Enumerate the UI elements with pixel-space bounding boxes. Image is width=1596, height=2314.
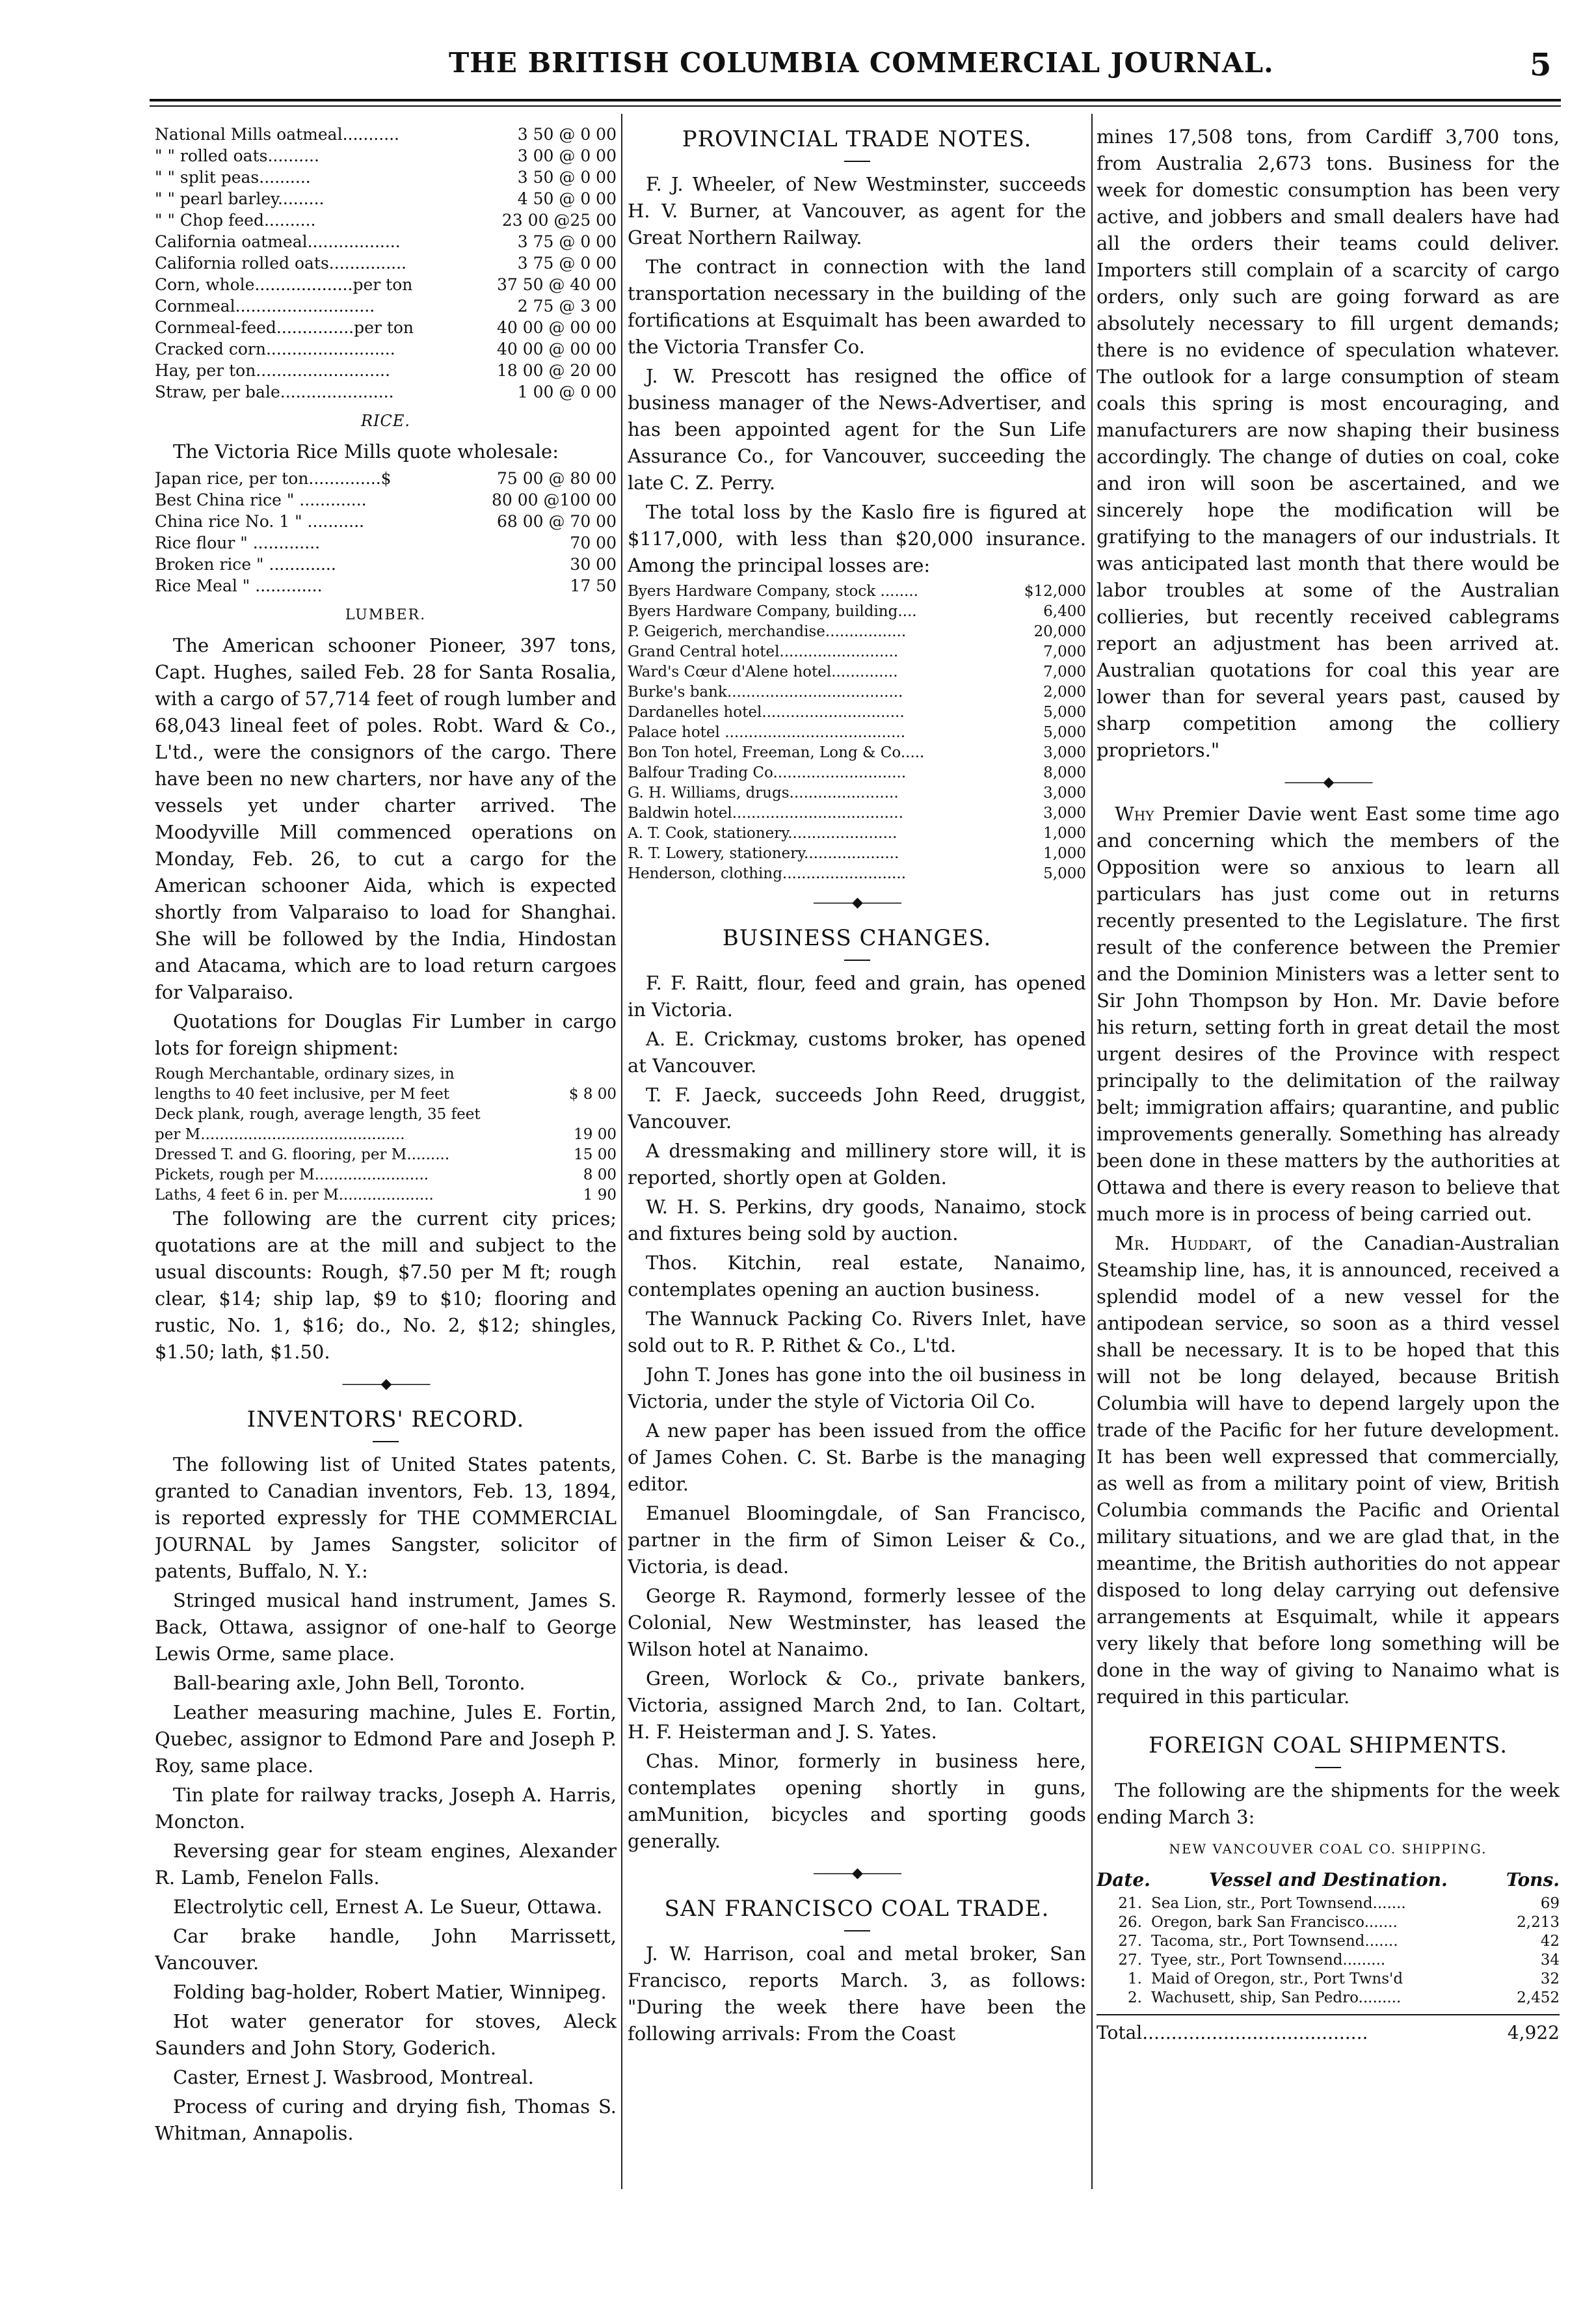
row-label: Rice Meal " ............. bbox=[155, 576, 323, 595]
lumber-price-table bbox=[155, 1064, 617, 1205]
row-label: Dardanelles hotel.............................. bbox=[628, 704, 905, 721]
page-number: 5 bbox=[1530, 47, 1552, 83]
row-value: 19 00 bbox=[574, 1126, 617, 1143]
patent-entry: Tin plate for railway tracks, Joseph A. Harris, Moncton. bbox=[155, 1784, 617, 1833]
shipments-list bbox=[1097, 1894, 1560, 2008]
price-row bbox=[155, 489, 617, 511]
shipment-vessel: Tyee, str., Port Townsend......... bbox=[1151, 1952, 1386, 1969]
row-value: 2 75 @ 3 00 bbox=[517, 297, 617, 316]
news-item: A dressmaking and millinery store will, it is reported, shortly open at Golden. bbox=[628, 1140, 1086, 1189]
row-value: 18 00 @ 20 00 bbox=[496, 361, 617, 380]
news-item: A. E. Crickmay, customs broker, has opened at Vancouver. bbox=[628, 1028, 1086, 1077]
row-label: Deck plank, rough, average length, 35 feet bbox=[155, 1106, 481, 1123]
loss-row bbox=[628, 642, 1086, 662]
price-row bbox=[155, 532, 617, 554]
shipment-date: 27. bbox=[1118, 1933, 1142, 1950]
rice-subhead: RICE. bbox=[360, 412, 411, 430]
shipment-tons: 42 bbox=[1540, 1933, 1560, 1950]
shipment-tons: 34 bbox=[1540, 1952, 1560, 1969]
price-row bbox=[155, 1185, 617, 1205]
row-value: 3,000 bbox=[1043, 785, 1086, 801]
price-row bbox=[155, 274, 617, 295]
row-label: Broken rice " ............. bbox=[155, 555, 336, 574]
row-value: 23 00 @25 00 bbox=[501, 211, 617, 230]
lumber-quotations-intro: Quotations for Douglas Fir Lumber in cargo lots for foreign shipment: bbox=[155, 1010, 617, 1059]
row-value: 1 90 bbox=[583, 1187, 617, 1204]
total-label: Total....................................... bbox=[1097, 2022, 1368, 2043]
row-label: Pickets, rough per M........................ bbox=[155, 1166, 429, 1183]
shipment-row bbox=[1097, 1913, 1560, 1932]
patent-entry: Stringed musical hand instrument, James S. Back, Ottawa, assignor of one-half to George Lewis Orme, same place. bbox=[155, 1589, 617, 1665]
inventors-heading: INVENTORS' RECORD. bbox=[246, 1406, 525, 1433]
news-item: The contract in connection with the land transportation necessary in the building of the fortifications at Esquimalt has been awarded to the Victoria Transfer Co. bbox=[628, 256, 1086, 358]
loss-row bbox=[628, 743, 1086, 763]
provincial-heading: PROVINCIAL TRADE NOTES. bbox=[682, 126, 1032, 152]
row-label: Rice flour " ............. bbox=[155, 533, 321, 552]
section-ornament: ———◆——— bbox=[813, 895, 901, 911]
row-value: 3 75 @ 0 00 bbox=[517, 232, 617, 251]
price-row bbox=[155, 295, 617, 317]
price-row bbox=[155, 1125, 617, 1145]
row-value: 17 50 bbox=[570, 576, 617, 595]
row-label: Ward's Cœur d'Alene hotel.............. bbox=[628, 664, 898, 680]
price-row bbox=[155, 188, 617, 209]
news-item: George R. Raymond, formerly lessee of the Colonial, New Westminster, has leased the Wilson hotel at Nanaimo. bbox=[628, 1585, 1086, 1660]
lumber-paragraph: The American schooner Pioneer, 397 tons, Capt. Hughes, sailed Feb. 28 for Santa Rosalia, with a cargo of 57,714 feet of rough lumber and 68,043 lineal feet of poles. Robt. Ward & Co., L'td., were the consignors of the cargo. There have been no new charters, nor have any of the vessels yet under charter arrived. The Moodyville Mill commenced operations on Monday, Feb. 26, to cut a cargo for the American schooner Aida, which is expected shortly from Valparaiso to load for Shanghai. She will be followed by the India, Hindostan and Atacama, which are to load return cargoes for Valparaiso. bbox=[155, 634, 617, 1003]
price-row bbox=[155, 381, 617, 403]
shipment-row bbox=[1097, 1989, 1560, 2008]
news-item: The total loss by the Kaslo fire is figured at $117,000, with less than $20,000 insurance. Among the principal losses are: bbox=[628, 501, 1086, 576]
loss-row bbox=[628, 703, 1086, 723]
shipment-row bbox=[1097, 1951, 1560, 1970]
patent-entry: Hot water generator for stoves, Aleck Saunders and John Story, Goderich. bbox=[155, 2010, 617, 2059]
row-value: 3,000 bbox=[1043, 805, 1086, 822]
patent-entry: Electrolytic cell, Ernest A. Le Sueur, Ottawa. bbox=[173, 1896, 603, 1918]
news-item: Green, Worlock & Co., private bankers, Victoria, assigned March 2nd, to Ian. Coltart, H. F. Heisterman and J. S. Yates. bbox=[628, 1667, 1086, 1743]
price-row bbox=[155, 124, 617, 145]
row-label: per M........................................... bbox=[155, 1126, 405, 1143]
patents-list bbox=[155, 1587, 617, 2147]
news-item: A new paper has been issued from the office of James Cohen. C. St. Barbe is the managing editor. bbox=[628, 1419, 1086, 1495]
heading-dash bbox=[844, 1930, 870, 1931]
lumber-subhead: LUMBER. bbox=[345, 607, 427, 623]
news-item: John T. Jones has gone into the oil business in Victoria, under the style of Victoria Oil Co. bbox=[628, 1364, 1086, 1412]
row-label: Baldwin hotel.................................... bbox=[628, 805, 903, 822]
loss-row bbox=[628, 824, 1086, 844]
kaslo-losses-table bbox=[628, 582, 1086, 884]
news-item: Chas. Minor, formerly in business here, contemplates opening shortly in guns, amMunition, bicycles and sporting goods generally. bbox=[628, 1750, 1086, 1852]
oatmeal-price-table bbox=[155, 124, 617, 403]
row-value: 1 00 @ 0 00 bbox=[517, 383, 617, 401]
column-divider bbox=[621, 114, 622, 2189]
patent-entry: Folding bag-holder, Robert Matier, Winnipeg. bbox=[173, 1981, 607, 2003]
loss-row bbox=[628, 803, 1086, 824]
shipment-vessel: Wachusett, ship, San Pedro......... bbox=[1151, 1989, 1402, 2006]
header-rule-thin bbox=[150, 105, 1561, 107]
shipment-tons: 32 bbox=[1540, 1971, 1560, 1987]
column-divider bbox=[1091, 114, 1093, 2189]
row-label: National Mills oatmeal........... bbox=[155, 125, 400, 144]
patent-entry: Leather measuring machine, Jules E. Fortin, Quebec, assignor to Edmond Pare and Joseph P. Roy, same place. bbox=[155, 1701, 617, 1777]
shipment-row bbox=[1097, 1894, 1560, 1913]
row-value: 80 00 @100 00 bbox=[492, 491, 617, 509]
news-item: W. H. S. Perkins, dry goods, Nanaimo, stock and fixtures being sold by auction. bbox=[628, 1196, 1086, 1244]
business-heading: BUSINESS CHANGES. bbox=[722, 925, 992, 951]
price-row bbox=[155, 554, 617, 575]
row-value: 3 75 @ 0 00 bbox=[517, 254, 617, 273]
row-label: Dressed T. and G. flooring, per M......... bbox=[155, 1146, 450, 1163]
huddart-paragraph bbox=[1097, 1230, 1560, 1710]
row-label: Byers Hardware Company, building.... bbox=[628, 603, 917, 620]
price-row bbox=[155, 145, 617, 167]
row-value: 5,000 bbox=[1043, 704, 1086, 721]
price-row bbox=[155, 167, 617, 188]
row-label: Best China rice " ............. bbox=[155, 491, 367, 509]
patent-entry: Ball-bearing axle, John Bell, Toronto. bbox=[173, 1672, 525, 1694]
journal-title: THE BRITISH COLUMBIA COMMERCIAL JOURNAL. bbox=[449, 47, 1274, 79]
provincial-notes-list bbox=[628, 171, 1086, 579]
row-label: Henderson, clothing.......................... bbox=[628, 865, 907, 882]
rice-intro: The Victoria Rice Mills quote wholesale: bbox=[173, 440, 559, 463]
shipment-vessel: Maid of Oregon, str., Port Twns'd bbox=[1151, 1971, 1403, 1987]
foreign-coal-heading: FOREIGN COAL SHIPMENTS. bbox=[1148, 1732, 1508, 1758]
shipments-total bbox=[1097, 2014, 1560, 2046]
price-row bbox=[155, 338, 617, 360]
shipment-tons: 2,213 bbox=[1517, 1914, 1560, 1931]
row-value: 4 50 @ 0 00 bbox=[517, 189, 617, 208]
row-value: 75 00 @ 80 00 bbox=[496, 469, 617, 488]
row-value: 8,000 bbox=[1043, 764, 1086, 781]
row-label: Burke's bank..................................... bbox=[628, 684, 903, 701]
row-value: 6,400 bbox=[1043, 603, 1086, 620]
row-label: P. Geigerich, merchandise................. bbox=[628, 623, 907, 640]
row-label: Bon Ton hotel, Freeman, Long & Co..... bbox=[628, 744, 925, 761]
news-item: F. F. Raitt, flour, feed and grain, has opened in Victoria. bbox=[628, 972, 1086, 1021]
business-changes-list bbox=[628, 970, 1086, 1855]
row-value: 5,000 bbox=[1043, 724, 1086, 741]
row-label: Grand Central hotel......................... bbox=[628, 643, 899, 660]
row-value: $12,000 bbox=[1024, 583, 1086, 600]
row-label: California rolled oats............... bbox=[155, 254, 406, 273]
loss-row bbox=[628, 662, 1086, 682]
news-item: T. F. Jaeck, succeeds John Reed, druggist, Vancouver. bbox=[628, 1084, 1086, 1133]
row-value: 20,000 bbox=[1033, 623, 1086, 640]
shipping-subhead: NEW VANCOUVER COAL CO. SHIPPING. bbox=[1169, 1841, 1487, 1857]
shipment-date: 27. bbox=[1118, 1952, 1142, 1969]
news-item: Thos. Kitchin, real estate, Nanaimo, contemplates opening an auction business. bbox=[628, 1252, 1086, 1300]
row-label: R. T. Lowery, stationery.................... bbox=[628, 845, 899, 862]
row-value: 1,000 bbox=[1043, 825, 1086, 842]
loss-row bbox=[628, 844, 1086, 864]
row-label: Balfour Trading Co............................ bbox=[628, 764, 907, 781]
sf-coal-heading: SAN FRANCISCO COAL TRADE. bbox=[664, 1896, 1050, 1922]
date-column-header: Date. bbox=[1097, 1869, 1150, 1890]
loss-row bbox=[628, 682, 1086, 703]
loss-row bbox=[628, 622, 1086, 642]
shipment-date: 1. bbox=[1128, 1971, 1142, 1987]
row-label: China rice No. 1 " ........... bbox=[155, 512, 364, 531]
shipments-header bbox=[1097, 1866, 1560, 1893]
sf-coal-continuation: mines 17,508 tons, from Cardiff 3,700 tons, from Australia 2,673 tons. Business for the week for domestic consumption has been very active, and jobbers and small dealers have had all the orders their teams could deliver. Importers still complain of a scarcity of cargo orders, only such are going forward as are absolutely necessary to fill urgent demands; there is no evidence of speculation whatever. The outlook for a large consumption of steam coals this spring is most encouraging, and manufacturers are now shaping their business accordingly. The change of duties on coal, coke and iron will soon be ascertained, and we sincerely hope the modification will be gratifying to the managers of our industrials. It was anticipated last month that there would be labor troubles at some of the Australian collieries, but recently received cablegrams report an adjustment has been arrived at. Australian quotations for coal this year are lower than for several years past, caused by sharp competition among the colliery proprietors." bbox=[1097, 126, 1560, 761]
row-label: " " rolled oats.......... bbox=[155, 146, 319, 165]
row-label: Hay, per ton.......................... bbox=[155, 361, 390, 380]
row-label: Straw, per bale...................... bbox=[155, 383, 394, 401]
loss-row bbox=[628, 582, 1086, 602]
row-label: Rough Merchantable, ordinary sizes, in bbox=[155, 1066, 455, 1083]
price-row bbox=[155, 575, 617, 597]
column-one bbox=[155, 124, 617, 2270]
row-value: 3,000 bbox=[1043, 744, 1086, 761]
shipment-date: 2. bbox=[1128, 1989, 1142, 2006]
price-row bbox=[155, 1084, 617, 1105]
row-label: Corn, whole...................per ton bbox=[155, 275, 413, 294]
row-label: Cornmeal-feed...............per ton bbox=[155, 318, 414, 337]
row-value: $ 8 00 bbox=[568, 1086, 617, 1103]
loss-row bbox=[628, 602, 1086, 622]
heading-dash bbox=[844, 960, 870, 961]
row-value: 30 00 bbox=[570, 555, 617, 574]
total-value: 4,922 bbox=[1507, 2022, 1560, 2043]
row-value: 3 50 @ 0 00 bbox=[517, 168, 617, 187]
row-label: California oatmeal.................. bbox=[155, 232, 401, 251]
shipment-date: 21. bbox=[1118, 1895, 1142, 1912]
section-ornament: ———◆——— bbox=[341, 1376, 430, 1392]
shipment-tons: 2,452 bbox=[1517, 1989, 1560, 2006]
news-item: J. W. Prescott has resigned the office of business manager of the News-Advertiser, and has been appointed agent for the Sun Life Assurance Co., for Vancouver, succeeding the late C. Z. Perry. bbox=[628, 365, 1086, 494]
price-row bbox=[155, 1064, 617, 1084]
rice-price-table bbox=[155, 468, 617, 597]
price-row bbox=[155, 1145, 617, 1165]
vessel-column-header: Vessel and Destination. bbox=[1208, 1869, 1448, 1890]
price-row bbox=[155, 209, 617, 231]
patent-entry: Reversing gear for steam engines, Alexander R. Lamb, Fenelon Falls. bbox=[155, 1840, 617, 1889]
row-label: " " pearl barley......... bbox=[155, 189, 325, 208]
loss-row bbox=[628, 763, 1086, 783]
row-value: 40 00 @ 00 00 bbox=[496, 340, 617, 358]
row-label: G. H. Williams, drugs....................... bbox=[628, 785, 899, 801]
price-row bbox=[155, 468, 617, 489]
patent-entry: Caster, Ernest J. Wasbrood, Montreal. bbox=[173, 2066, 534, 2088]
shipment-vessel: Sea Lion, str., Port Townsend....... bbox=[1151, 1895, 1406, 1912]
row-value: 68 00 @ 70 00 bbox=[496, 512, 617, 531]
row-value bbox=[552, 1064, 617, 1084]
paragraph-lead: Mr. Huddart, bbox=[1115, 1232, 1253, 1254]
price-row bbox=[155, 317, 617, 338]
row-label: Cornmeal........................... bbox=[155, 297, 375, 316]
heading-dash bbox=[1315, 1767, 1341, 1768]
row-value: 15 00 bbox=[574, 1146, 617, 1163]
header-rule bbox=[150, 99, 1561, 101]
patent-entry: Process of curing and drying fish, Thomas S. Whitman, Annapolis. bbox=[155, 2095, 617, 2144]
row-label: " " split peas.......... bbox=[155, 168, 311, 187]
price-row bbox=[155, 511, 617, 532]
paragraph-body: Premier Davie went East some time ago and concerning which the members of the Opposition were so anxious to learn all particulars has just come out in returns recently presented to the Legislature. The first result of the conference between the Premier and the Dominion Ministers was a letter sent to Sir John Thompson by Hon. Mr. Davie before his return, setting forth in great detail the most urgent desires of the Province with respect principally to the delimitation of the railway belt; immigration affairs; quarantine, and public improvements generally. Something has already been done in these matters by the authorities at Ottawa and there is every reason to believe that much more is in process of being carried out. bbox=[1097, 803, 1560, 1225]
section-ornament: ———◆——— bbox=[813, 1865, 901, 1881]
city-prices-paragraph: The following are the current city prices; quotations are at the mill and subject to the usual discounts: Rough, $7.50 per M ft; rough clear, $14; ship lap, $9 to $10; flooring and rustic, No. 1, $16; do., No. 2, $12; shingles, $1.50; lath, $1.50. bbox=[155, 1207, 617, 1363]
row-value: 3 50 @ 0 00 bbox=[517, 125, 617, 144]
row-value: 37 50 @ 40 00 bbox=[496, 275, 617, 294]
row-label: Japan rice, per ton..............$ bbox=[155, 469, 392, 488]
news-item: Emanuel Bloomingdale, of San Francisco, partner in the firm of Simon Leiser & Co., Victoria, is dead. bbox=[628, 1502, 1086, 1578]
row-value: 2,000 bbox=[1043, 684, 1086, 701]
paragraph-body: of the Canadian-Australian Steamship line, has, it is announced, received a splendid model of a new vessel for the antipodean service, so soon as a third vessel shall be necessary. It is to be hoped that this will not be long delayed, because British Columbia will have to depend largely upon the trade of the Pacific for her future development. It has been well expressed that commercially, as well as from a military point of view, British Columbia commands the Pacific and Oriental military situations, and we are glad that, in the meantime, the British authorities do not appear disposed to long delay carrying out defensive arrangements at Esquimalt, while it appears very likely that before long something will be done in the way of giving to Nanaimo what is required in this particular. bbox=[1097, 1232, 1560, 1708]
sf-coal-paragraph: J. W. Harrison, coal and metal broker, San Francisco, reports March. 3, as follows: "During the week there have been the following arrivals: From the Coast bbox=[628, 1943, 1086, 2045]
row-label: lengths to 40 feet inclusive, per M feet bbox=[155, 1086, 450, 1103]
price-row bbox=[155, 1165, 617, 1185]
shipment-row bbox=[1097, 1932, 1560, 1951]
patent-entry: Car brake handle, John Marrissett, Vancouver. bbox=[155, 1925, 617, 1974]
heading-dash bbox=[373, 1441, 399, 1442]
foreign-coal-intro: The following are the shipments for the week ending March 3: bbox=[1097, 1779, 1560, 1828]
row-value: 3 00 @ 0 00 bbox=[517, 146, 617, 165]
shipment-date: 26. bbox=[1118, 1914, 1142, 1931]
row-value: 40 00 @ 00 00 bbox=[496, 318, 617, 337]
row-label: Palace hotel ...................................... bbox=[628, 724, 906, 741]
premier-davie-paragraph bbox=[1097, 801, 1560, 1228]
shipment-row bbox=[1097, 1970, 1560, 1989]
row-label: A. T. Cook, stationery....................... bbox=[628, 825, 898, 842]
news-item: F. J. Wheeler, of New Westminster, succeeds H. V. Burner, at Vancouver, as agent for the Great Northern Railway. bbox=[628, 173, 1086, 249]
loss-row bbox=[628, 783, 1086, 803]
price-row bbox=[155, 231, 617, 252]
news-item: The Wannuck Packing Co. Rivers Inlet, have sold out to R. P. Rithet & Co., L'td. bbox=[628, 1308, 1086, 1356]
row-value: 5,000 bbox=[1043, 865, 1086, 882]
row-label: Laths, 4 feet 6 in. per M.................... bbox=[155, 1187, 434, 1204]
inventors-intro: The following list of United States patents, granted to Canadian inventors, Feb. 13, 1894, is reported expressly for THE COMMERCIAL JOURNAL by James Sangster, solicitor of patents, Buffalo, N. Y.: bbox=[155, 1453, 617, 1582]
column-two bbox=[628, 124, 1086, 2270]
shipment-vessel: Oregon, bark San Francisco....... bbox=[1151, 1914, 1398, 1931]
row-label: Byers Hardware Company, stock ........ bbox=[628, 583, 918, 600]
price-row bbox=[155, 360, 617, 381]
row-label: Cracked corn......................... bbox=[155, 340, 395, 358]
shipment-vessel: Tacoma, str., Port Townsend....... bbox=[1151, 1933, 1398, 1950]
row-value: 8 00 bbox=[583, 1166, 617, 1183]
column-three bbox=[1097, 124, 1560, 2270]
row-value: 7,000 bbox=[1043, 643, 1086, 660]
price-row bbox=[155, 1105, 617, 1125]
row-label: " " Chop feed.......... bbox=[155, 211, 316, 230]
loss-row bbox=[628, 864, 1086, 884]
heading-dash bbox=[844, 161, 870, 162]
row-value: 1,000 bbox=[1043, 845, 1086, 862]
masthead bbox=[0, 0, 1596, 98]
shipment-tons: 69 bbox=[1540, 1895, 1560, 1912]
row-value: 70 00 bbox=[570, 533, 617, 552]
paragraph-lead: Why bbox=[1115, 803, 1154, 825]
row-value: 7,000 bbox=[1043, 664, 1086, 680]
row-value bbox=[552, 1105, 617, 1125]
loss-row bbox=[628, 723, 1086, 743]
price-row bbox=[155, 252, 617, 274]
section-ornament: ———◆——— bbox=[1284, 774, 1372, 790]
tons-column-header: Tons. bbox=[1506, 1869, 1560, 1890]
